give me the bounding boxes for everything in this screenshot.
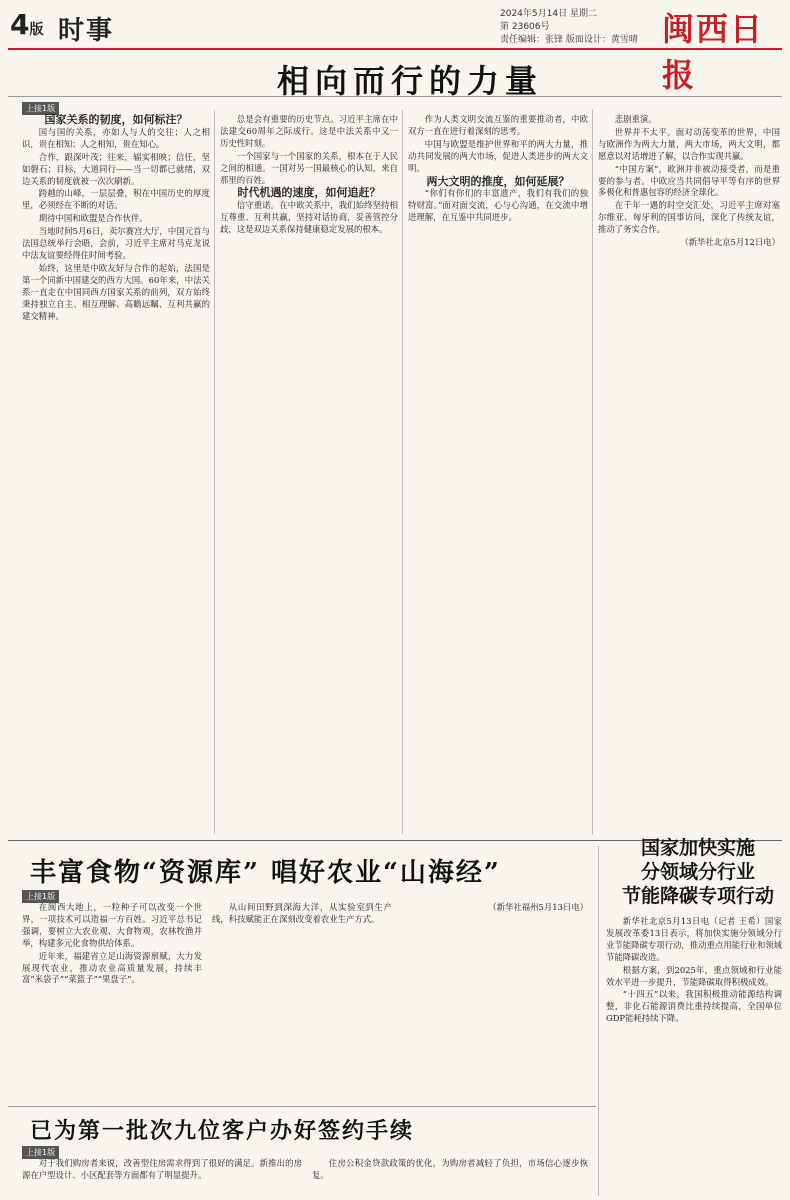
article1-subhead-1: 国家关系的韧度，如何标注？: [44, 114, 188, 126]
article3-paragraph: 住房公积金贷款政策的优化，为购房者减轻了负担，市场信心逐步恢复。: [312, 1158, 588, 1180]
headline-rule: [8, 96, 782, 97]
article1-paragraph: 当地时间5月6日，卖尔赛宫大厅，中国元首与法国总统举行会晤，会前，习近平主席对马克龙说中法友谊要经得住时间考验。: [22, 226, 210, 260]
article1-paragraph: 世界并不太平。面对动荡变革的世界，中国与欧洲作为两大力量，两大市场，两大文明，都愿意以对话增进了解，以合作实现共赢。: [598, 126, 780, 161]
newspaper-logo: 闽西日报: [662, 10, 765, 94]
column-divider: [592, 110, 593, 834]
article3-column-1: [22, 1158, 302, 1198]
sidebar-headline: [618, 836, 778, 908]
article1-paragraph: “你们有你们的丰富遗产，我们有我们的独特财富。”面对面交流，心与心沟通，在交流中增进理解，在互鉴中共同进步。: [408, 188, 588, 223]
article3-tag: 上接1版: [22, 1146, 59, 1159]
article3-column-2: [312, 1158, 588, 1198]
issue-number: 第 23606号: [500, 22, 550, 32]
article2-headline: 丰富食物“资源库” 唱好农业“山海经”: [30, 858, 501, 888]
article1-headline: 相向而行的力量: [276, 62, 543, 100]
article2-tag: 上接1版: [22, 890, 59, 903]
column-divider: [402, 110, 403, 834]
sidebar-divider: [598, 846, 599, 1196]
sidebar-paragraph: 根据方案，到2025年，重点领域和行业能效水平进一步提升，节能降碳取得积极成效。: [606, 964, 782, 987]
article1-column-4: [598, 114, 780, 834]
sidebar-paragraph: 新华社北京5月13日电（记者 王希）国家发展改革委13日表示，将加快实施分领域分行业节能降碳专项行动，推动重点用能行业和领域节能降碳改造。: [606, 916, 782, 962]
article1-paragraph: 期待中国和欧盟是合作伙伴。: [38, 213, 148, 224]
section-rule: [8, 1106, 596, 1107]
article3-headline: 已为第一批次九位客户办好签约手续: [30, 1118, 415, 1144]
article1-paragraph: 国与国的关系，亦如人与人的交往；人之相识，贵在相知；人之相知，贵在知心。: [22, 126, 210, 149]
header-rule: [8, 48, 782, 50]
article1-paragraph: 始终，这里是中欧友好与合作的起始，法国是第一个同新中国建交的西方大国。60年来，中法关系一直走在中国同西方国家关系的前列，双方始终秉持独立自主、相互理解、高瞻远瞩、互利共赢的建交精神。: [22, 262, 210, 321]
article1-paragraph: 跨越的山峰，一层层叠，积在中国历史的厚度里，必须经在不断的对话。: [22, 188, 210, 211]
sidebar-body: [606, 916, 782, 1194]
article2-paragraph: 从山间田野到深海大洋，从实验室到生产线，科技赋能正在深刻改变着农业生产方式。: [212, 902, 392, 924]
article1-subhead-3: 两大文明的推度，如何延展？: [426, 174, 570, 188]
section-title: 时事: [58, 16, 115, 46]
sidebar-paragraph: “十四五”以来，我国积极推动能源结构调整，非化石能源消费比重持续提高，全国单位GDP能耗持续下降。: [606, 989, 782, 1024]
article1-paragraph: 在千年一遇的时空交汇处，习近平主席对塞尔维亚、匈牙利的国事访问，深化了传统友谊，推动了务实合作。: [598, 200, 780, 235]
article1-paragraph: 信守重诺。在中欧关系中，我们始终坚持相互尊重、互利共赢，坚持对话协商，妥善管控分歧，这是双边关系保持健康稳定发展的根本。: [220, 200, 398, 235]
article2-column-3: [402, 902, 588, 1102]
column-divider: [214, 110, 215, 834]
sidebar-title-line: 分领域分行业: [640, 861, 755, 883]
article1-paragraph: 一个国家与一个国家的关系，根本在于人民之间的相通。一国对另一国最核心的认知，来自那里的百姓。: [220, 150, 398, 185]
page-number: 4版: [10, 8, 44, 41]
article2-paragraph: 在闽西大地上，一粒种子可以改变一个世界，一项技术可以造福一方百姓。习近平总书记强调，要树立大农业观、大食物观，农林牧渔并举，构建多元化食物供给体系。: [22, 902, 202, 948]
article1-tag: 上接1版: [22, 102, 59, 115]
article1-column-3: [408, 114, 588, 834]
article1-paragraph: 中国与欧盟是维护世界和平的两大力量，推动共同发展的两大市场，促进人类进步的两大文明。: [408, 138, 588, 173]
article1-paragraph: 总是会有重要的历史节点。习近平主席在中法建交60周年之际成行。这是中法关系中又一历史性时刻。: [220, 114, 398, 148]
article2-source: （新华社福州5月13日电）: [488, 902, 588, 912]
sidebar-title-line: 国家加快实施: [640, 837, 755, 859]
sidebar-title-line: 节能降碳专项行动: [621, 885, 774, 907]
article1-column-2: [220, 114, 398, 834]
article1-paragraph: 作为人类文明交流互鉴的重要推动者，中欧双方一直在进行着深刻的思考。: [408, 114, 588, 136]
issue-editors: 责任编辑：张锋 版面设计：黄雪晴: [500, 35, 638, 45]
article1-subhead-2: 时代机遇的速度，如何追赶？: [237, 186, 381, 200]
article3-paragraph: 对于我们购房者来说，改善型住房需求得到了很好的满足。新推出的房源在户型设计、小区配套等方面都有了明显提升。: [22, 1158, 302, 1180]
article1-source: （新华社北京5月12日电）: [680, 237, 780, 248]
article2-column-1: [22, 902, 202, 1102]
article2-paragraph: 近年来，福建省立足山海资源禀赋，大力发展现代农业，推动农业高质量发展，持续丰富“米袋子”“菜篮子”“果盘子”。: [22, 950, 202, 985]
issue-meta: [500, 8, 680, 47]
issue-date: 2024年5月14日 星期二: [500, 9, 597, 19]
article1-paragraph: 合作，跟深叶茂；往来，辐实相映；信任，坚如磐石；目标，大道同行——当一切都已就绪，双边关系的韧度就被一次次刷新。: [22, 151, 210, 186]
article2-column-2: [212, 902, 392, 1102]
article1-column-1: [22, 114, 210, 834]
article1-paragraph: “中国方案”，欧洲并非被动接受者，而是重要的参与者。中欧应当共同倡导平等有序的世界多极化和普惠包容的经济全球化。: [598, 163, 780, 198]
article1-paragraph: 悲剧重演。: [614, 114, 657, 124]
